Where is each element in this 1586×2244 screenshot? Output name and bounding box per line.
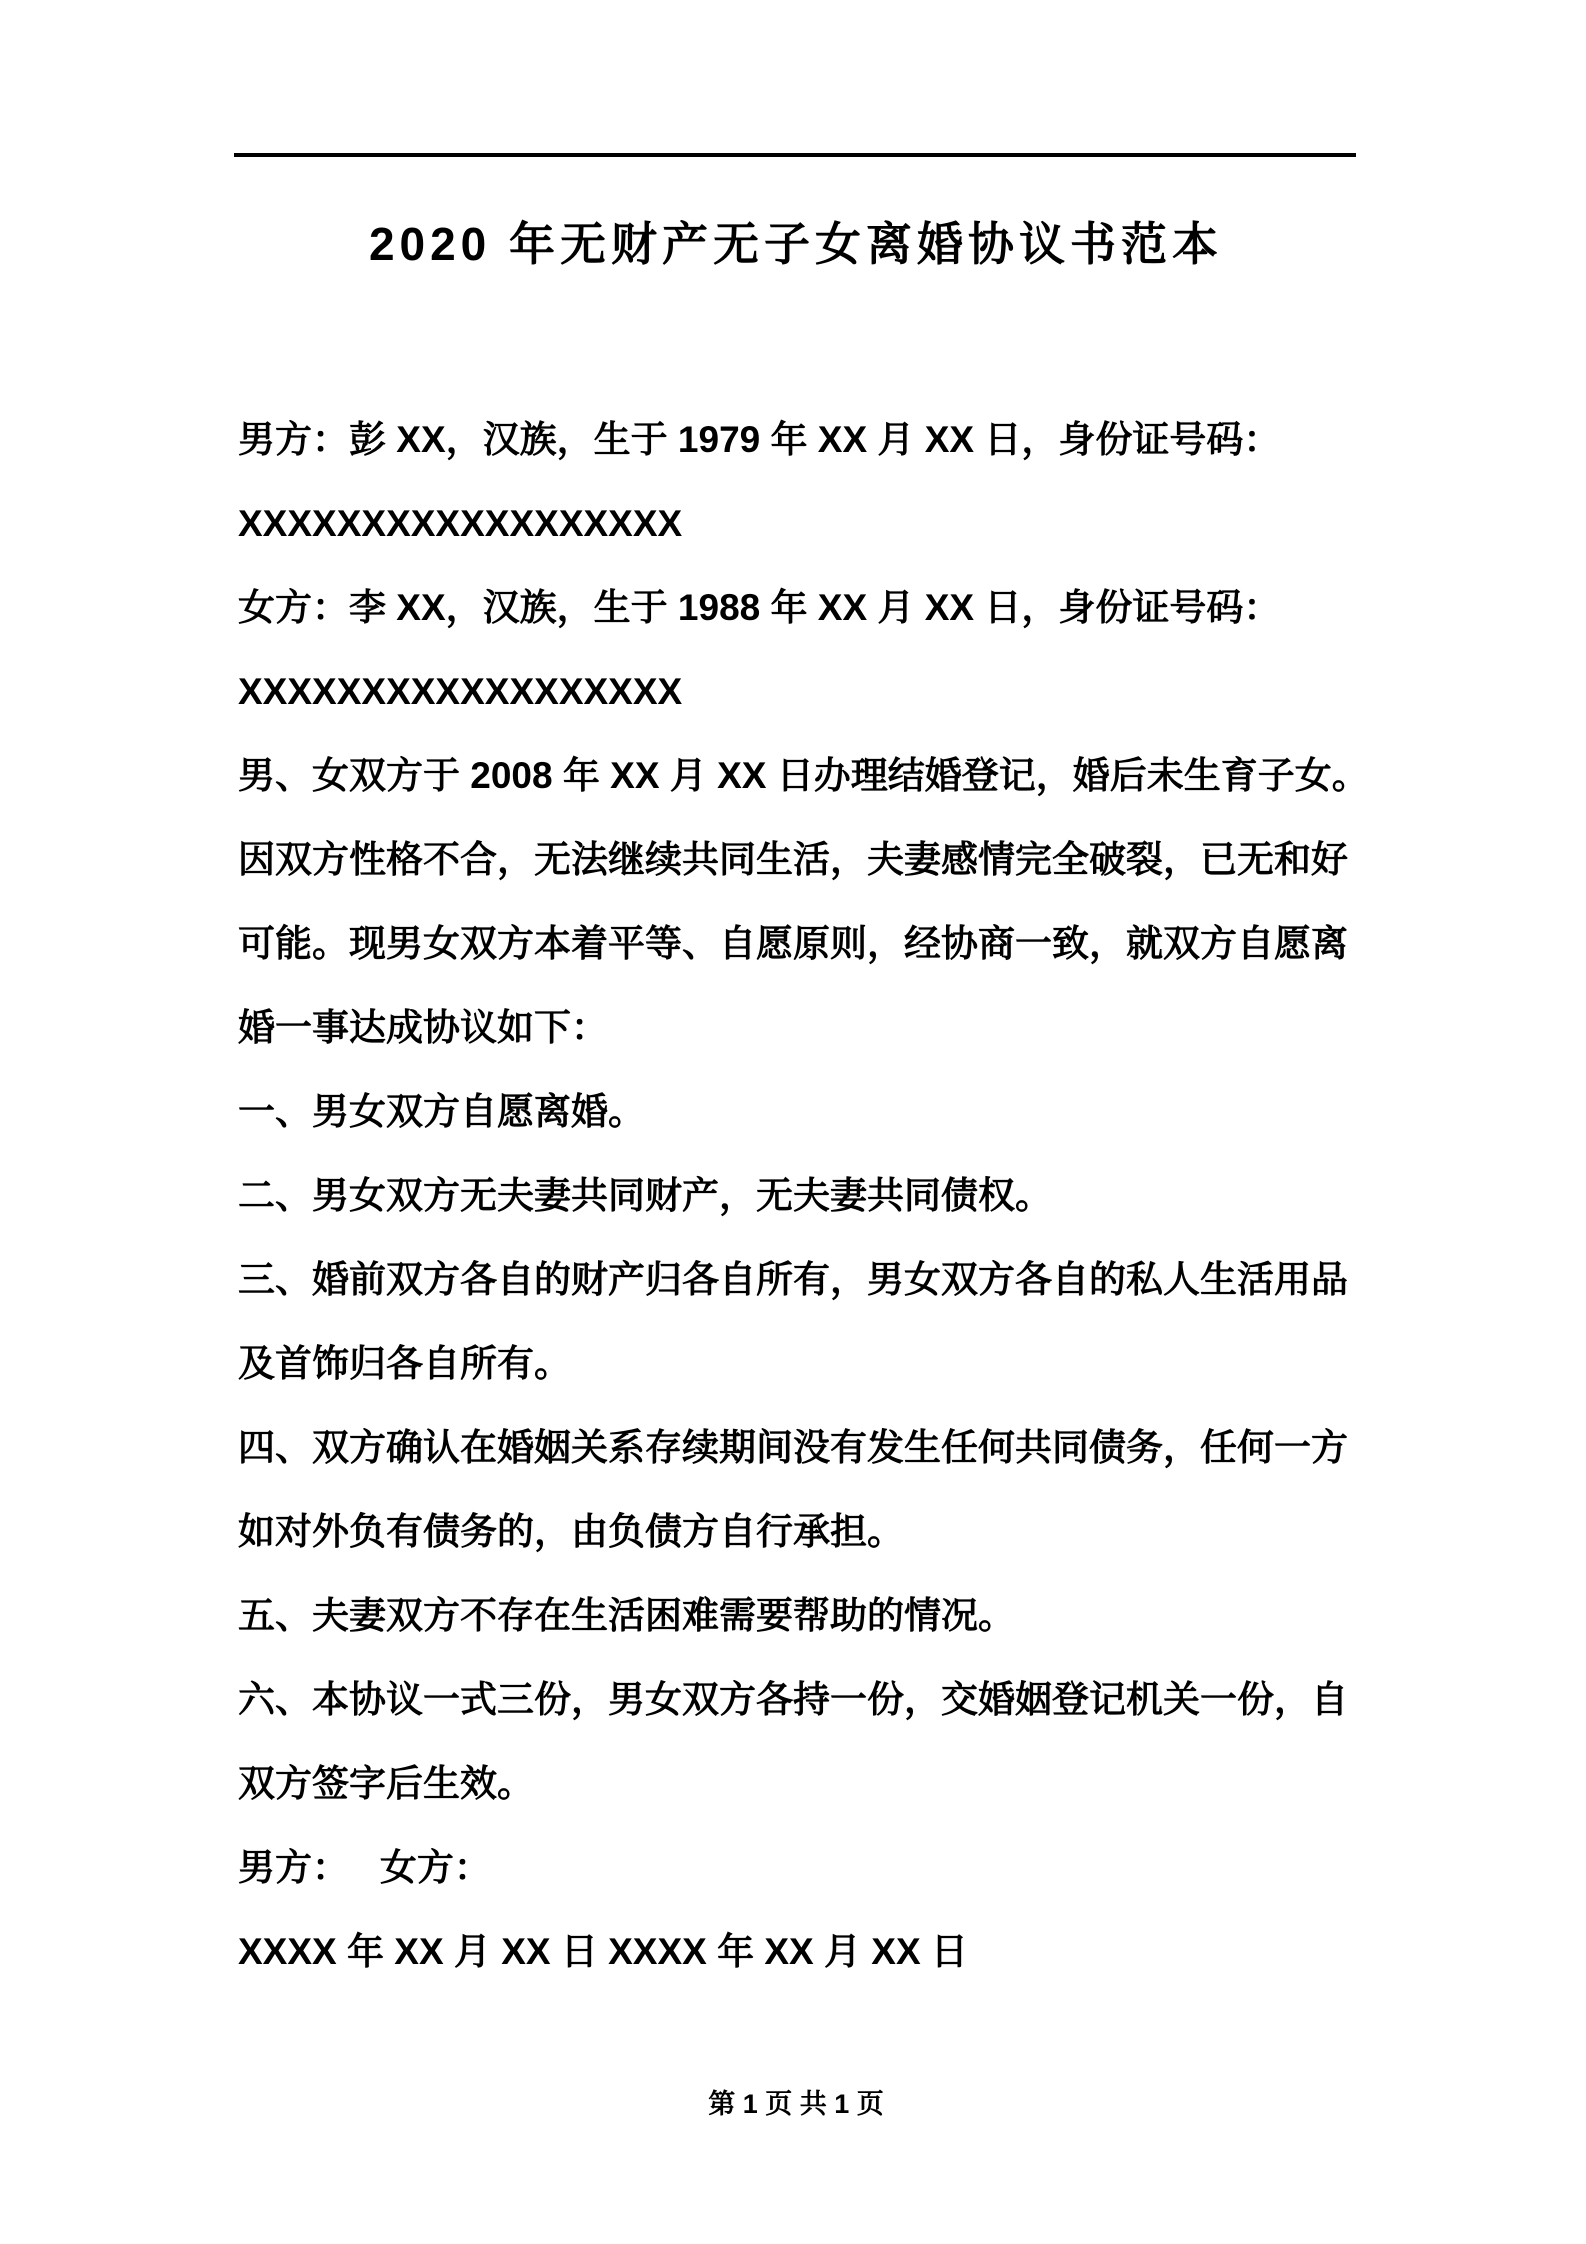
body-line-male-id-number: XXXXXXXXXXXXXXXXXX	[238, 503, 683, 544]
body-line-female-id-number: XXXXXXXXXXXXXXXXXX	[238, 671, 683, 712]
body-line-preamble-1: 男、女双方于 2008 年 XX 月 XX 日办理结婚登记，婚后未生育子女。	[238, 755, 1369, 796]
body-line-clause-3b: 及首饰归各自所有。	[238, 1343, 571, 1384]
body-line-preamble-4: 婚一事达成协议如下：	[238, 1007, 608, 1048]
body-line-clause-2: 二、男女双方无夫妻共同财产，无夫妻共同债权。	[238, 1175, 1052, 1216]
body-line-clause-6a: 六、本协议一式三份，男女双方各持一份，交婚姻登记机关一份，自	[238, 1679, 1348, 1720]
document-title: 2020 年无财产无子女离婚协议书范本	[368, 218, 1224, 270]
body-line-clause-3a: 三、婚前双方各自的财产归各自所有，男女双方各自的私人生活用品	[238, 1259, 1348, 1300]
body-line-clause-1: 一、男女双方自愿离婚。	[238, 1091, 645, 1132]
body-line-clause-6b: 双方签字后生效。	[238, 1763, 534, 1804]
body-line-party-male: 男方：彭 XX，汉族，生于 1979 年 XX 月 XX 日，身份证号码：	[238, 419, 1281, 460]
body-line-party-female: 女方：李 XX，汉族，生于 1988 年 XX 月 XX 日，身份证号码：	[238, 587, 1281, 628]
page-number-footer: 第 1 页 共 1 页	[708, 2089, 884, 2119]
body-line-clause-4a: 四、双方确认在婚姻关系存续期间没有发生任何共同债务，任何一方	[238, 1427, 1348, 1468]
body-line-signature-dates: XXXX 年 XX 月 XX 日 XXXX 年 XX 月 XX 日	[238, 1931, 968, 1972]
document-body	[238, 398, 1428, 1994]
header-rule	[234, 153, 1356, 157]
body-line-preamble-2: 因双方性格不合，无法继续共同生活，夫妻感情完全破裂，已无和好	[238, 839, 1348, 880]
body-line-signatures: 男方： 女方：	[238, 1847, 491, 1888]
body-line-clause-5: 五、夫妻双方不存在生活困难需要帮助的情况。	[238, 1595, 1015, 1636]
body-line-preamble-3: 可能。现男女双方本着平等、自愿原则，经协商一致，就双方自愿离	[238, 923, 1348, 964]
body-line-clause-4b: 如对外负有债务的，由负债方自行承担。	[238, 1511, 904, 1552]
